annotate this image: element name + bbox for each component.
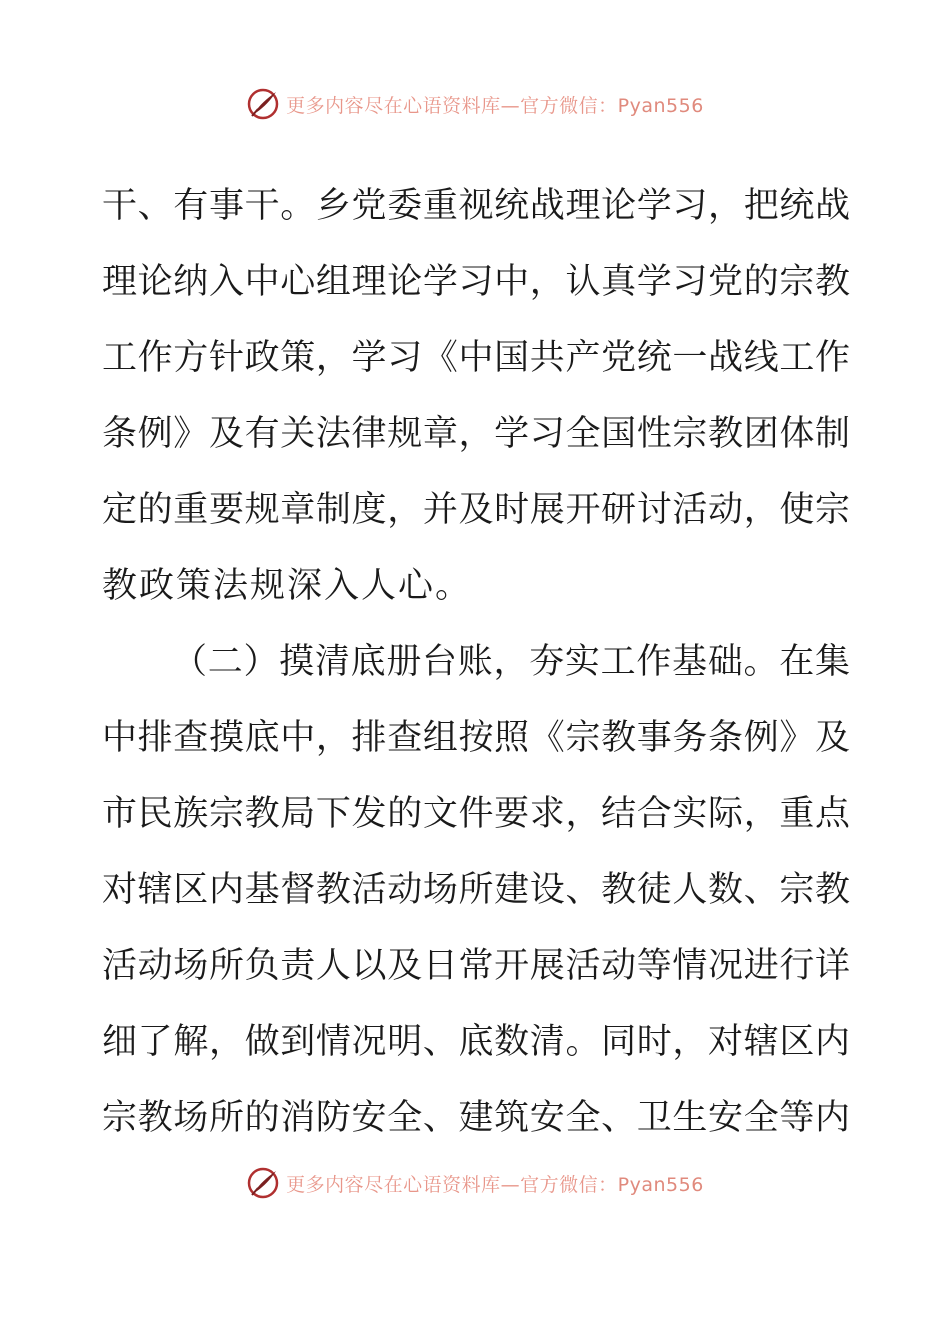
watermark-text: 更多内容尽在心语资料库—官方微信：Pyan556 bbox=[286, 1173, 704, 1196]
quill-logo-icon bbox=[246, 87, 280, 121]
text-line: 对辖区内基督教活动场所建设、教徒人数、宗教 bbox=[102, 870, 850, 910]
footer-watermark bbox=[0, 1163, 950, 1203]
text-line: 理论纳入中心组理论学习中，认真学习党的宗教 bbox=[102, 262, 850, 302]
document-body bbox=[102, 168, 850, 1156]
quill-logo-icon bbox=[246, 1166, 280, 1200]
text-line: 市民族宗教局下发的文件要求，结合实际，重点 bbox=[102, 794, 850, 834]
text-line: 定的重要规章制度，并及时展开研讨活动，使宗 bbox=[102, 490, 850, 530]
text-line: 条例》及有关法律规章，学习全国性宗教团体制 bbox=[102, 414, 850, 454]
text-line: 中排查摸底中，排查组按照《宗教事务条例》及 bbox=[102, 718, 850, 758]
header-watermark bbox=[0, 84, 950, 124]
text-line: 工作方针政策，学习《中国共产党统一战线工作 bbox=[102, 338, 850, 378]
watermark-text: 更多内容尽在心语资料库—官方微信：Pyan556 bbox=[286, 94, 704, 117]
text-line: 干、有事干。乡党委重视统战理论学习，把统战 bbox=[102, 186, 850, 226]
text-line: 宗教场所的消防安全、建筑安全、卫生安全等内 bbox=[102, 1098, 850, 1138]
text-line: 教政策法规深入人心。 bbox=[102, 566, 473, 606]
text-line: 细了解，做到情况明、底数清。同时，对辖区内 bbox=[102, 1022, 850, 1062]
section-heading-line: （二）摸清底册台账，夯实工作基础。在集 bbox=[172, 642, 850, 682]
text-line: 活动场所负责人以及日常开展活动等情况进行详 bbox=[102, 946, 850, 986]
